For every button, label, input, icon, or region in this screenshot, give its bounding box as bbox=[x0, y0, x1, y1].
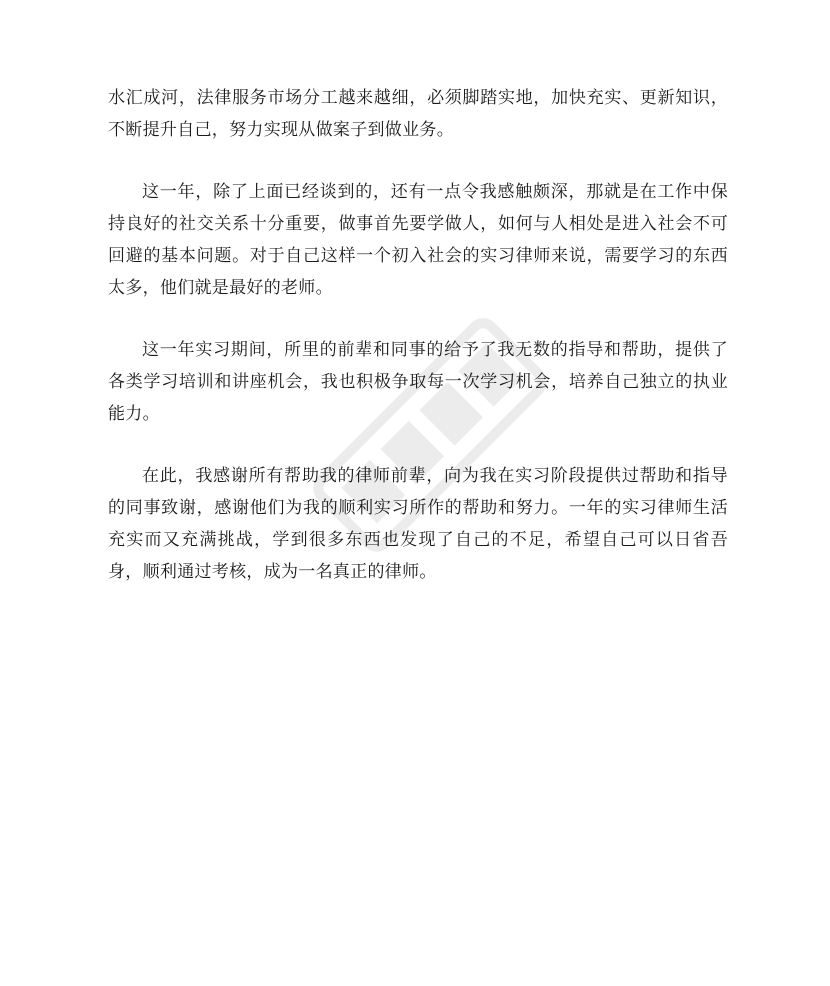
paragraph-1: 水汇成河，法律服务市场分工越来越细，必须脚踏实地，加快充实、更新知识，不断提升自己，努力实现从做案子到做业务。 bbox=[108, 88, 728, 140]
document-body bbox=[108, 82, 728, 618]
paragraph-3: 这一年实习期间，所里的前辈和同事的给予了我无数的指导和帮助，提供了各类学习培训和讲座机会，我也积极争取每一次学习机会，培养自己独立的执业能力。 bbox=[108, 340, 728, 424]
paragraph-2: 这一年，除了上面已经谈到的，还有一点令我感触颇深，那就是在工作中保持良好的社交关系十分重要，做事首先要学做人，如何与人相处是进入社会不可回避的基本问题。对于自己这样一个初入社会的实习律师来说，需要学习的东西太多，他们就是最好的老师。 bbox=[108, 182, 728, 298]
paragraph-4: 在此，我感谢所有帮助我的律师前辈，向为我在实习阶段提供过帮助和指导的同事致谢，感谢他们为我的顺利实习所作的帮助和努力。一年的实习律师生活充实而又充满挑战，学到很多东西也发现了自己的不足，希望自己可以日省吾身，顺利通过考核，成为一名真正的律师。 bbox=[108, 466, 728, 582]
